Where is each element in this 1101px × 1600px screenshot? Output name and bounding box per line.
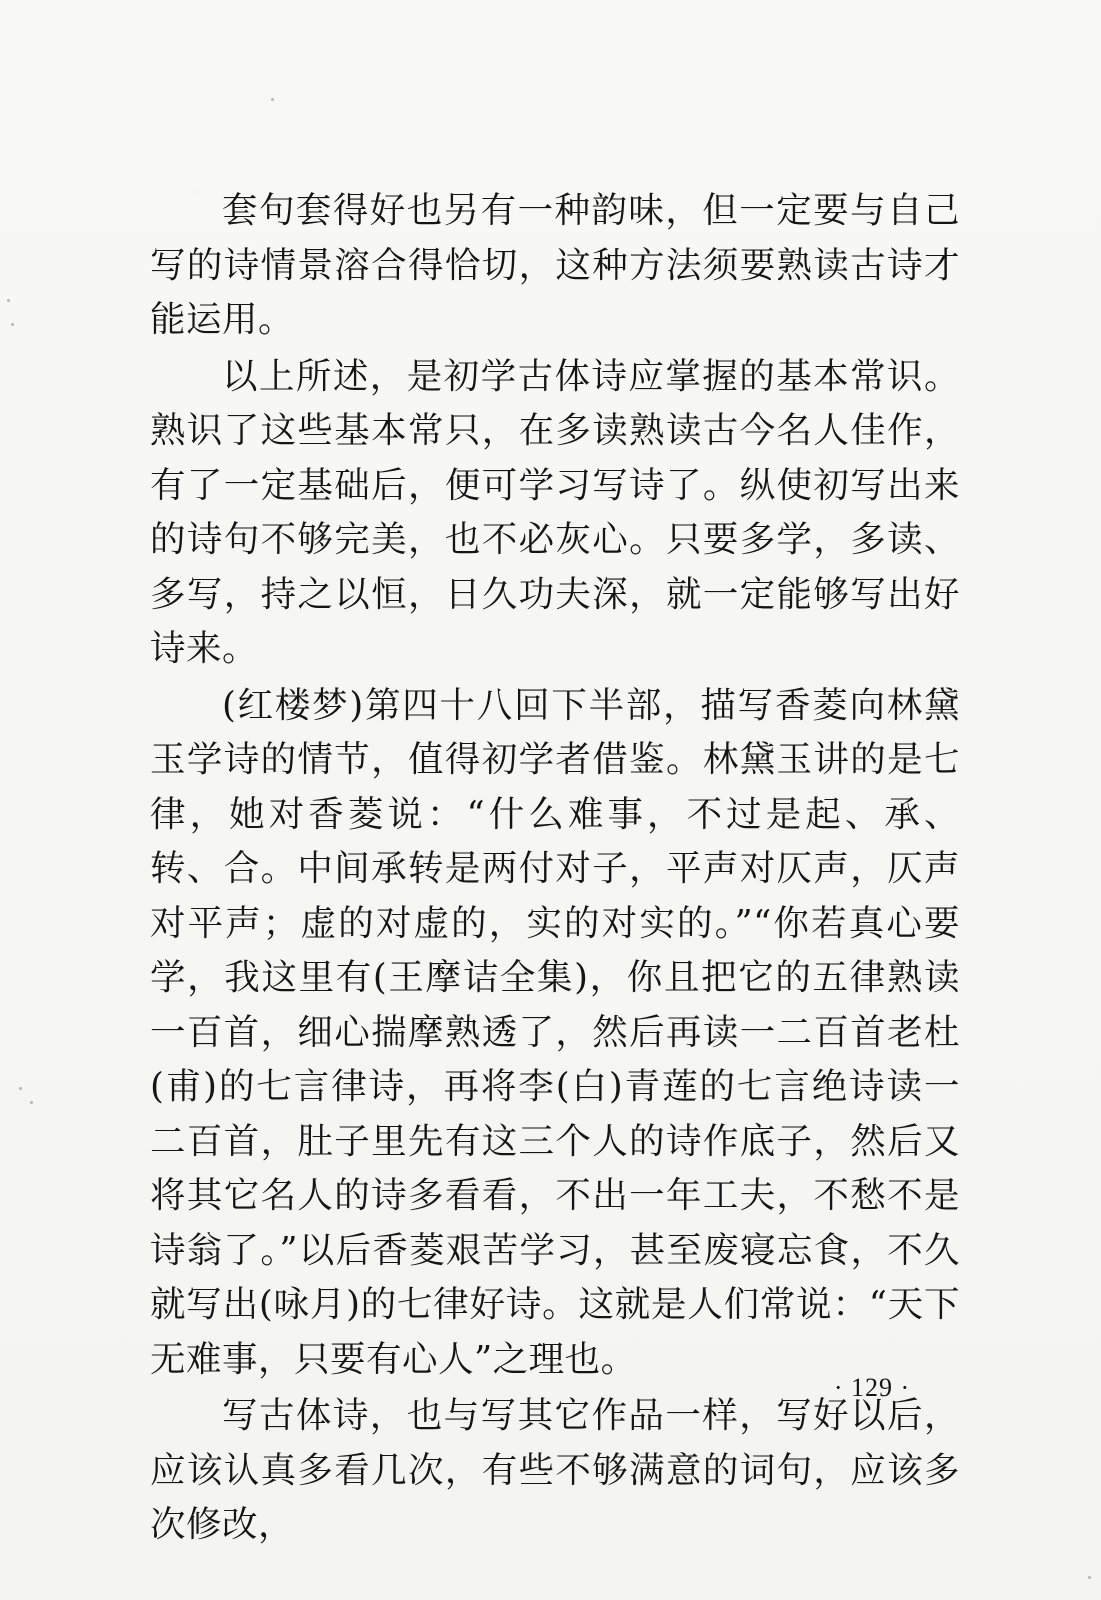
paragraph-2: 以上所述，是初学古体诗应掌握的基本常识。熟识了这些基本常只，在多读熟读古今名人佳作，有了一定基础后，便可学习写诗了。纵使初写出来的诗句不够完美，也不必灰心。只要多学，多读、多写，持之以恒，日久功夫深，就一定能够写出好诗来。	[150, 355, 960, 669]
paragraph-3: (红楼梦)第四十八回下半部，描写香菱向林黛玉学诗的情节，值得初学者借鉴。林黛玉讲的是七律，她对香菱说：“什么难事，不过是起、承、转、合。中间承转是两付对子，平声对仄声，仄声对平声；虚的对虚的，实的对实的。”“你若真心要学，我这里有(王摩诘全集)，你且把它的五律熟读一百首，细心揣摩熟透了，然后再读一二百首老杜(甫)的七言律诗，再将李(白)青莲的七言绝诗读一二百首，肚子里先有这三个人的诗作底子，然后又将其它名人的诗多看看，不出一年工夫，不愁不是诗翁了。”以后香菱艰苦学习，甚至废寝忘食，不久就写出(咏月)的七律好诗。这就是人们常说：“天下无难事，只要有心人”之理也。	[150, 684, 960, 1380]
paragraph-1: 套句套得好也另有一种韵味，但一定要与自己写的诗情景溶合得恰切，这种方法须要熟读古诗才能运用。	[150, 190, 960, 340]
scan-speck	[30, 1101, 33, 1104]
scan-speck	[271, 98, 274, 101]
scan-speck	[11, 323, 14, 326]
body-text	[150, 184, 960, 1553]
page-number: · 129 ·	[833, 1373, 911, 1402]
scan-speck	[7, 299, 10, 302]
scan-speck	[1088, 1576, 1091, 1579]
scan-speck	[19, 1087, 22, 1090]
paragraph-4: 写古体诗，也与写其它作品一样，写好以后，应该认真多看几次，有些不够满意的词句，应该多次修改，	[150, 1395, 960, 1545]
